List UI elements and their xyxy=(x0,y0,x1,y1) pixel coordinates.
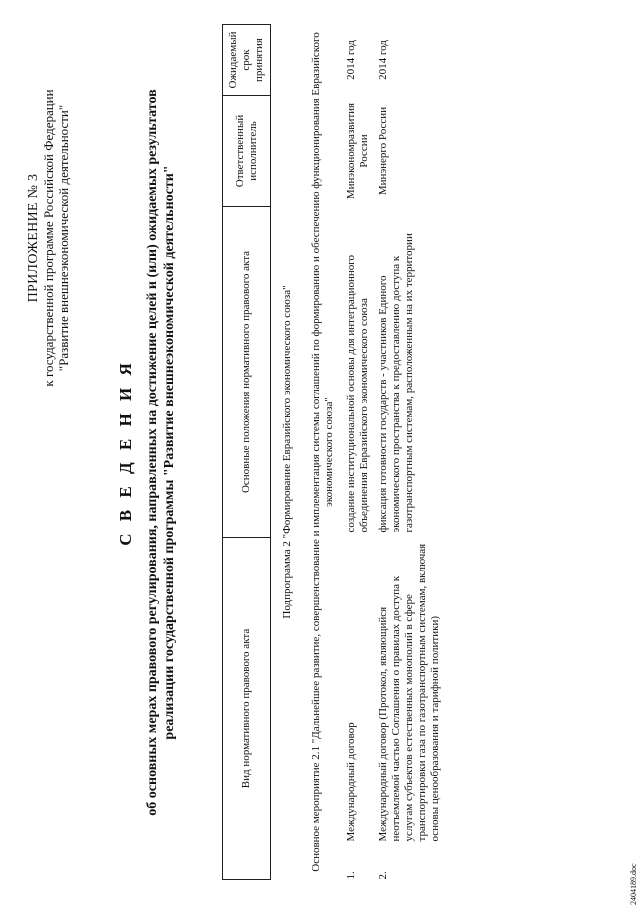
measures-table xyxy=(222,24,445,880)
row-polozheniya: создание институциональной основы для интеграционного объединения Евразийского экономического союза xyxy=(345,254,370,533)
subprogram-title: Подпрограмма 2 "Формирование Евразийского экономического союза" xyxy=(281,285,293,619)
title-line-2: реализации государственной программы "Развитие внешнеэкономической деятельности" xyxy=(162,165,177,740)
row-srok: 2014 год xyxy=(377,40,389,80)
header-srok: Ожидаемый срок принятия xyxy=(223,25,271,96)
measure-title: Основное мероприятие 2.1 "Дальнейшее развитие, совершенствование и имплементация системы соглашений по формированию и обеспечению функционирования Евразийского экономического союза" xyxy=(310,32,335,872)
document-title xyxy=(116,40,178,865)
row-ispolnitel: Минэкономразвития России xyxy=(345,102,370,200)
file-code: 2404189.doc xyxy=(629,863,638,905)
appendix-header xyxy=(26,28,71,448)
measure-row xyxy=(300,25,342,880)
row-vid: Международный договор (Протокол, являющийся неотъемлемой частью Соглашения о правилах доступа к услугам субъектов естественных монополий в сфере транспортировки газа по газотранспортным системам, включая основы ценообразования и тарифной политики) xyxy=(377,543,441,842)
header-ispolnitel: Ответственный исполнитель xyxy=(223,96,271,207)
row-srok: 2014 год xyxy=(345,40,357,80)
header-vid: Вид нормативного правового акта xyxy=(223,538,271,880)
header-polozheniya: Основные положения нормативного правового акта xyxy=(223,207,271,538)
table-row xyxy=(342,25,374,880)
appendix-line-2: "Развитие внешнеэкономической деятельности" xyxy=(56,104,71,372)
appendix-number: ПРИЛОЖЕНИЕ № 3 xyxy=(26,173,41,303)
row-ispolnitel: Минэнерго России xyxy=(377,106,389,196)
row-number: 2. xyxy=(377,871,389,880)
appendix-line-1: к государственной программе Российской Федерации xyxy=(41,89,56,387)
table-header-row xyxy=(223,25,271,880)
title-main: С В Е Д Е Н И Я xyxy=(116,359,135,546)
row-polozheniya: фиксация готовности государств - участников Единого экономического пространства к предоставлению доступа к газотранспортным системам, расположенным на их территории xyxy=(377,233,415,533)
subprogram-row xyxy=(271,25,301,880)
table-row xyxy=(374,25,445,880)
title-line-1: об основных мерах правового регулирования, направленных на достижение целей и (или) ожидаемых результатов xyxy=(145,89,160,816)
row-vid: Международный договор xyxy=(345,722,357,842)
row-number: 1. xyxy=(345,871,357,880)
